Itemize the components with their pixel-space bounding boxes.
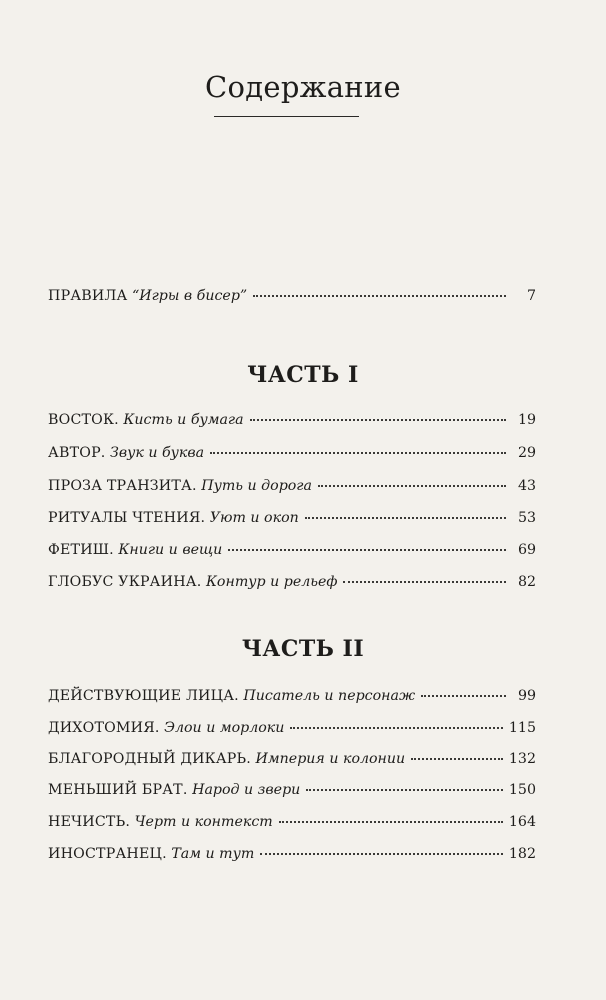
toc-entry[interactable] <box>48 478 536 500</box>
toc-entry-page: 115 <box>508 720 536 736</box>
toc-entry-italic: Элои и морлоки <box>164 720 285 736</box>
toc-entry-caps: МЕНЬШИЙ БРАТ. <box>48 782 188 798</box>
toc-entry[interactable] <box>48 688 536 710</box>
toc-entry[interactable] <box>48 510 536 532</box>
toc-entry-page: 7 <box>526 288 536 304</box>
toc-entry-page: 182 <box>508 846 536 862</box>
toc-entry-italic: “Игры в бисер” <box>131 288 248 304</box>
dot-leader <box>250 418 506 421</box>
toc-entry-caps: ВОСТОК. <box>48 412 119 428</box>
toc-entry-italic: Империя и колонии <box>255 751 406 767</box>
toc-entry-label <box>48 688 415 704</box>
toc-entry-caps: АВТОР. <box>48 445 106 461</box>
toc-entry-italic: Книги и вещи <box>118 542 223 558</box>
toc-entry-italic: Черт и контекст <box>134 814 273 830</box>
toc-entry-italic: Писатель и персонаж <box>243 688 416 704</box>
toc-entry-caps: ПРОЗА ТРАНЗИТА. <box>48 478 197 494</box>
toc-entry-intro[interactable] <box>48 288 536 310</box>
toc-entry-italic: Кисть и бумага <box>123 412 244 428</box>
dot-leader <box>318 484 506 487</box>
toc-entry-label <box>48 720 284 736</box>
toc-entry-caps: ФЕТИШ. <box>48 542 114 558</box>
toc-entry-caps: РИТУАЛЫ ЧТЕНИЯ. <box>48 510 206 526</box>
toc-entry-page: 164 <box>508 814 536 830</box>
title-underline <box>214 116 359 117</box>
toc-entry[interactable] <box>48 445 536 467</box>
toc-entry[interactable] <box>48 542 536 564</box>
dot-leader <box>279 820 503 823</box>
toc-entry-caps: ПРАВИЛА <box>48 288 128 304</box>
toc-entry-page: 53 <box>517 510 536 526</box>
toc-entry-caps: ИНОСТРАНЕЦ. <box>48 846 167 862</box>
toc-entry-label <box>48 412 244 428</box>
toc-entry-italic: Народ и звери <box>192 782 301 798</box>
toc-entry-label <box>48 751 405 767</box>
toc-entry-page: 69 <box>517 542 536 558</box>
toc-entry-caps: ГЛОБУС УКРАИНА. <box>48 574 202 590</box>
dot-leader <box>305 516 506 519</box>
toc-entry[interactable] <box>48 720 536 742</box>
toc-entry-caps: НЕЧИСТЬ. <box>48 814 131 830</box>
toc-entry[interactable] <box>48 412 536 434</box>
toc-entry-label <box>48 542 222 558</box>
toc-entry[interactable] <box>48 574 536 596</box>
dot-leader <box>228 548 506 551</box>
toc-entry-caps: БЛАГОРОДНЫЙ ДИКАРЬ. <box>48 751 252 767</box>
toc-entry-page: 29 <box>517 445 536 461</box>
toc-entry-label <box>48 445 204 461</box>
toc-entry-page: 132 <box>508 751 536 767</box>
toc-entry[interactable] <box>48 846 536 868</box>
toc-entry[interactable] <box>48 782 536 804</box>
toc-entry-label <box>48 288 247 304</box>
toc-entry-label <box>48 478 312 494</box>
dot-leader <box>421 694 506 697</box>
toc-entry-label <box>48 846 254 862</box>
toc-entry-label <box>48 814 273 830</box>
toc-entry-page: 82 <box>517 574 536 590</box>
page-title: Содержание <box>204 70 402 104</box>
toc-entry-page: 150 <box>508 782 536 798</box>
toc-entry-label <box>48 574 337 590</box>
toc-entry-caps: ДИХОТОМИЯ. <box>48 720 160 736</box>
dot-leader <box>411 757 503 760</box>
toc-entry-caps: ДЕЙСТВУЮЩИЕ ЛИЦА. <box>48 688 239 704</box>
toc-entry-italic: Контур и рельеф <box>205 574 338 590</box>
dot-leader <box>210 451 506 454</box>
toc-entry-italic: Звук и буква <box>110 445 205 461</box>
toc-entry[interactable] <box>48 814 536 836</box>
dot-leader <box>343 580 506 583</box>
dot-leader <box>290 726 502 729</box>
toc-entry-page: 43 <box>517 478 536 494</box>
toc-entry[interactable] <box>48 751 536 773</box>
toc-entry-italic: Там и тут <box>171 846 255 862</box>
part-heading-1: ЧАСТЬ I <box>247 362 359 388</box>
dot-leader <box>306 788 503 791</box>
part-heading-2: ЧАСТЬ II <box>241 636 365 662</box>
dot-leader <box>260 852 503 855</box>
toc-entry-label <box>48 510 299 526</box>
toc-entry-italic: Путь и дорога <box>201 478 312 494</box>
toc-entry-page: 19 <box>517 412 536 428</box>
toc-entry-label <box>48 782 300 798</box>
toc-entry-italic: Уют и окоп <box>209 510 299 526</box>
toc-entry-page: 99 <box>517 688 536 704</box>
dot-leader <box>253 294 506 297</box>
